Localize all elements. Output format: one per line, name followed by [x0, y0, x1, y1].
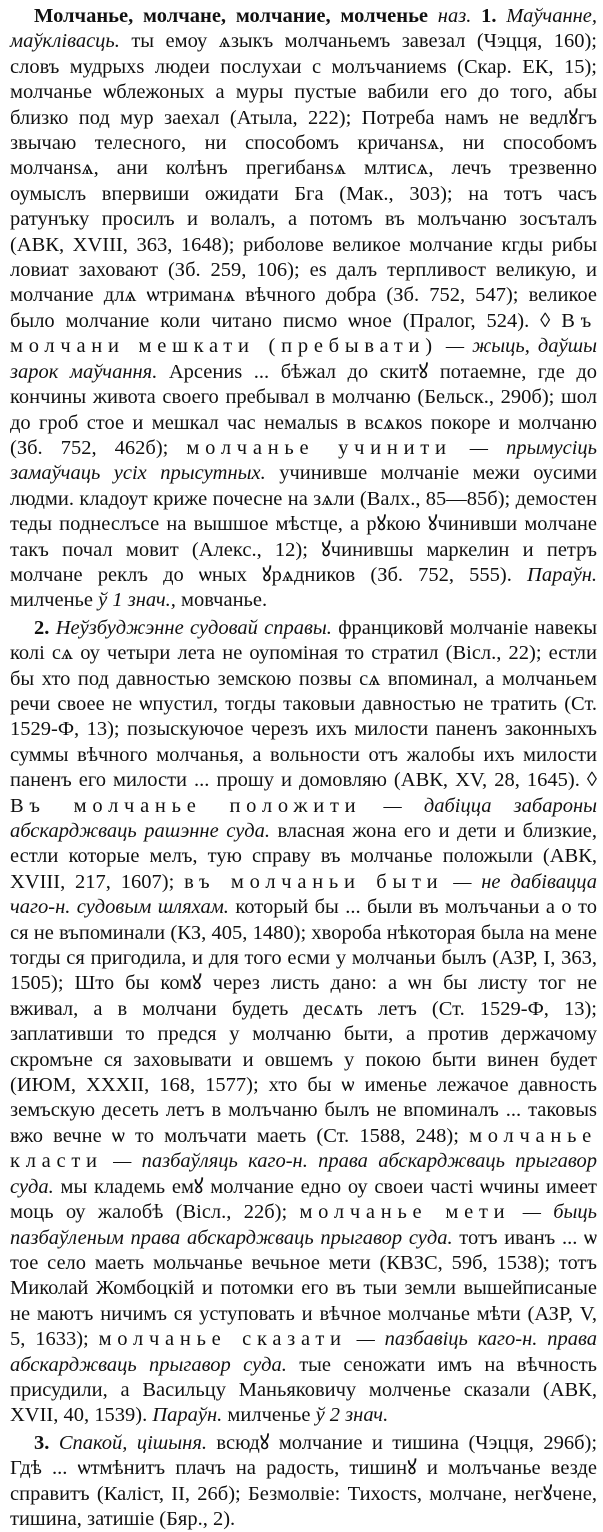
citations: тые сеножати имъ на вѣчность присудили, а Васильцу Маньяковичу молченье сказали (АВК, XVII, 40, 1539).: [10, 1353, 598, 1427]
phrase-gloss: — пазбавіць каго-н. права абскарджваць прыгавор суда.: [10, 1328, 598, 1376]
entry-sense-1: [10, 4, 597, 614]
citations: власная жона его и дети и близкие, естли которые мелъ, тую справу въ молчанье положыли (АВК, XVIII, 217, 1607);: [10, 820, 598, 893]
phrase-gloss: — быць пазбаўленым права абскарджваць прыгавор суда.: [10, 1201, 597, 1249]
sense-number: 2.: [34, 616, 50, 639]
part-of-speech: наз.: [437, 5, 472, 27]
citations: который бы ... были въ молъчаньи а о то ся не въпоминали (КЗ, 405, 1480); хвороба нѣкоторая была на мене тогды ся пригодила, и для того есми у молчаньи былъ (АЗР, I, 363, 1505); Што бы комꙋ через листь дано: а ѡн бы листу тог не вживал, а в молчани будеть десѧть летъ (Ст. 1529-Ф, 13); заплативши то предся у молчаню быти, а против держачому скромъне ся заховывати и овшемъ у покою быти винен будет (ИЮМ, XXXII, 168, 1577); хто бы ѡ именье лежачое давность земъскую десеть летъ в молъчаню былъ не впоминалъ ... таковыs вжо вечне ѡ то молъчати маеть (Ст. 1588, 248);: [10, 896, 597, 1147]
citations: тотъ иванъ ... ѡ тое село маеть мольчанье вечьное мети (КВЗС, 59б, 1538); тотъ Миколай Жомбоцкій и потомки его въ тыи земли вышейписаные не маютъ ничимъ ся уступовать и вѣчное молчанье мѣти (АЗР, V, 5, 1633);: [10, 1226, 598, 1351]
related-word: милченье: [10, 589, 94, 612]
citations: Арсениs ... бѣжал до скитꙋ потаемне, где до кончины живота своего пребывал в молчаню (Бельск., 290б); шол до гроб стое и мешкал час немалыs в всѧкоs покоре и молчаню (Зб. 752, 462б);: [10, 360, 598, 459]
phrase-gloss: — жыць, даўшы зарок маўчання.: [10, 335, 598, 383]
headword: Молчанье, молчане, молчание, молченье: [34, 5, 429, 27]
phrase-gloss: — пазбаўляць каго-н. права абскарджваць прыгавор суда.: [10, 1150, 597, 1198]
entry-sense-2: [10, 616, 597, 1429]
sense-gloss: Маўчанне, маўклівасць.: [10, 5, 598, 53]
sense-reference: ў 2 знач.: [315, 1404, 389, 1427]
phrase-gloss: — не дабівацца чаго-н. судовым шляхам.: [10, 870, 597, 919]
citations: франциковй молчаніе навекы колі сѧ оу четыри лета не оупоміная то стратил (Вісл., 22); естли бы хто под давностью земскою позвы сѧ впоминал, а молчаньем речи своее не ѡпустил, тогды таковыи давностью не тратить (Ст. 1529-Ф, 13); позыскуючое черезъ ихъ милости паненъ законныхъ суммы вѣчного молчанья, а вольности отъ жалобы ихъ милости паненъ его милости ... прошу и домовляю (АВК, XV, 28, 1645). ◊: [10, 616, 598, 792]
citations: ты емоу ѧзыкъ молчаньемъ завезал (Чэцця, 160); словъ мудрыхs людеи послухаи с молъчаниемs (Скар. ЕК, 15); молчанье ѡблежоных а муры пустые вабили его до того, абы близко под мур заехал (Атыла, 222); Потреба намъ не ведлꙋгъ звычаю телесного, ни способомъ кричанsѧ, ни способомъ молчанsѧ, ани колѣнъ прегибанsѧ млтисѧ, лечъ трезвенно оумыслъ впервиши ожидати Бга (Мак., 303); на тотъ часъ ратунъку просилъ и волалъ, а потомъ въ молъчаню зосъталъ (АВК, XVIII, 363, 1648); риболове великое молчание кгды рибы ловиат заховают (Зб. 259, 106); es далъ терпливост великую, и молчание длѧ ѡтриманѧ вѣчного добра (Зб. 752, 547); великое было молчание коли читано писмо ѡное (Пралог, 524). ◊: [10, 30, 597, 332]
phrase: въ молчаньи быти: [184, 870, 444, 893]
related-word: мовчанье.: [181, 589, 268, 612]
related-word: милченье: [227, 1404, 311, 1427]
sense-number: 3.: [34, 1431, 50, 1454]
sense-reference: ў 1 знач.,: [98, 589, 176, 612]
sense-number: 1.: [481, 5, 497, 27]
sense-gloss: Неўзбуджэнне судовай справы.: [55, 616, 332, 639]
phrase: молчанье учинити: [186, 436, 452, 459]
citations: мы кладемь емꙋ молчание едно оу своеи часті ѡчины имеет моць оу жалобѣ (Вісл., 22б);: [10, 1175, 598, 1224]
phrase-gloss: — прымусіць замаўчаць усіх прысутных.: [10, 436, 598, 485]
phrase: Въ молчанье положити: [10, 794, 362, 817]
entry-sense-3: [10, 1431, 597, 1532]
phrase-gloss: — дабіцца забароны абскарджваць рашэнне суда.: [10, 794, 597, 842]
phrase: молчанье класти: [10, 1124, 597, 1173]
citations: учинивше молчаніе межи оусими людми. кладоут криже почесне на зѧли (Валх., 85—85б); демостен теды поднеслъсе на вышшое мѣстце, а рꙋкою ꙋчинивши молчане такъ почал мовит (Алекс., 12); ꙋчинившы маркелин и петръ молчане реклъ до ѡных ꙋрѧдников (Зб. 752, 555).: [10, 462, 598, 586]
cross-reference: Параўн.: [152, 1404, 223, 1427]
phrase: молчанье мети: [299, 1201, 511, 1224]
phrase: молчанье сказати: [98, 1328, 347, 1351]
citations: всюдꙋ молчание и тишина (Чэцця, 296б); Гдѣ ... ѡтмѣнитъ плачъ на радость, тишинꙋ и молъчанье везде справитъ (Каліст, II, 26б); Безмолвіе: Тихостs, молчане, негꙋчене, тишина, затишіе (Бяр., 2).: [10, 1431, 598, 1530]
phrase: Въ молчани мешкати (пребывати): [10, 309, 598, 358]
cross-reference: Параўн.: [527, 563, 597, 586]
sense-gloss: Спакой, цішыня.: [58, 1431, 207, 1454]
